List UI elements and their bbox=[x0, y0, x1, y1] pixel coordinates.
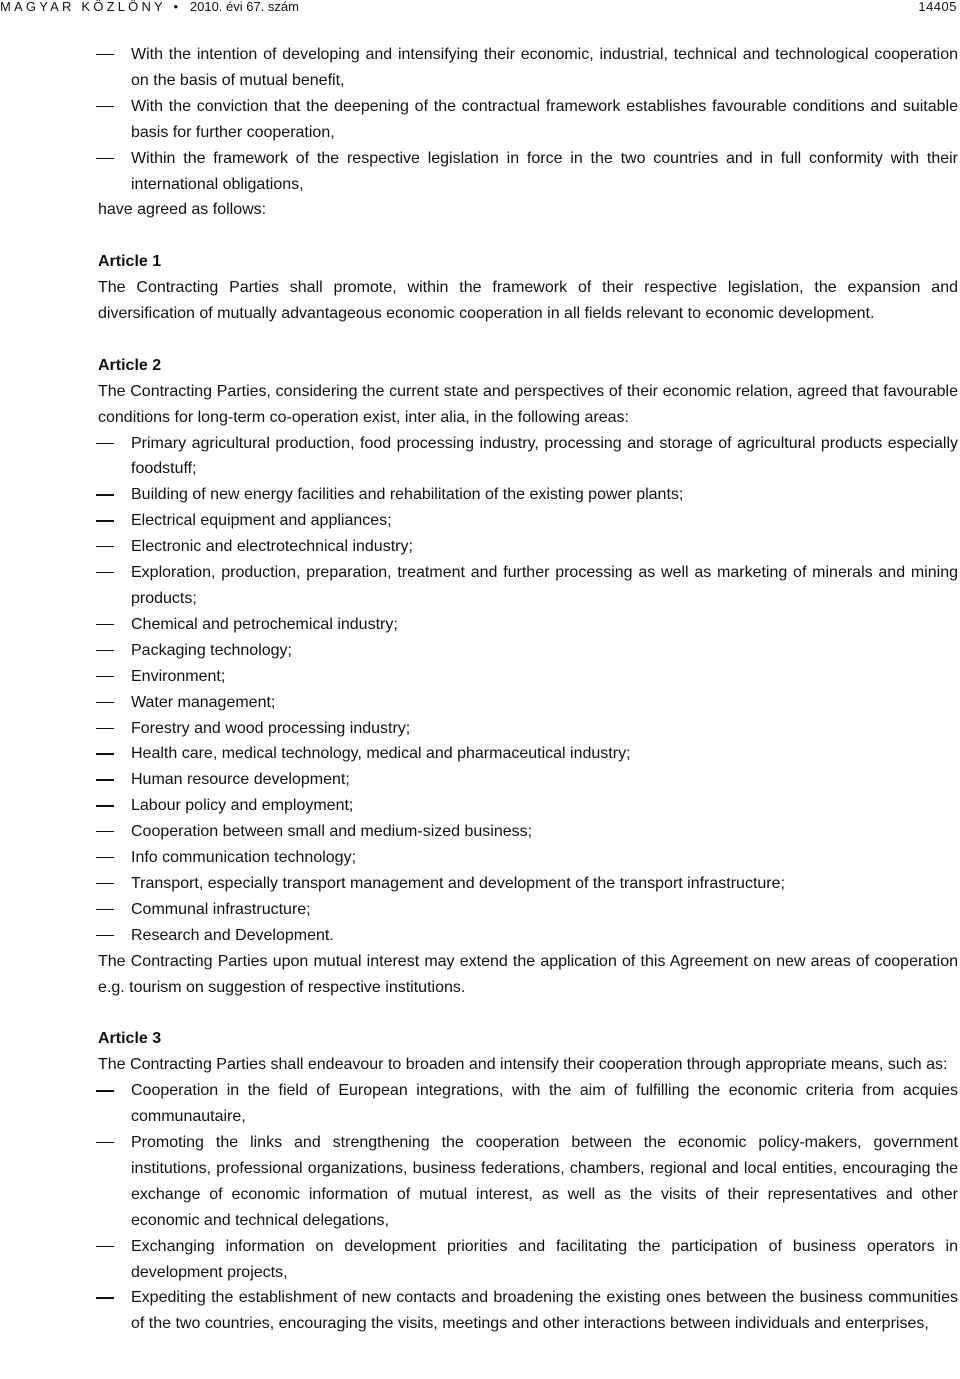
dash-marker bbox=[96, 883, 114, 884]
section-gap bbox=[98, 327, 958, 353]
list-item bbox=[98, 690, 958, 716]
list-item-text: Expediting the establishment of new contacts and broadening the existing ones between the business communities of the two countries, encouraging the visits, meetings and other interactions between individuals and enterprises, bbox=[131, 1289, 958, 1333]
list-item-text: Communal infrastructure; bbox=[131, 900, 311, 918]
list-item-text: Exploration, production, preparation, treatment and further processing as well as marketing of minerals and mining products; bbox=[131, 564, 958, 607]
dash-marker bbox=[96, 1297, 114, 1298]
section-gap bbox=[98, 223, 958, 249]
list-item-text: Forestry and wood processing industry; bbox=[131, 719, 411, 737]
list-item bbox=[98, 1130, 958, 1234]
preamble-item-text: Within the framework of the respective legislation in force in the two countries and in full conformity with their international obligations, bbox=[131, 149, 958, 193]
article-title: Article 2 bbox=[98, 356, 162, 374]
dash-marker bbox=[96, 857, 114, 858]
list-item-text: Electronic and electrotechnical industry; bbox=[131, 538, 413, 556]
list-item bbox=[98, 508, 958, 534]
list-item bbox=[98, 482, 958, 508]
dash-marker bbox=[96, 909, 114, 910]
list-item bbox=[98, 1285, 958, 1337]
list-item-text: Chemical and petrochemical industry; bbox=[131, 615, 398, 633]
list-item bbox=[98, 612, 958, 638]
article-title: Article 3 bbox=[98, 1030, 162, 1048]
dash-marker bbox=[96, 572, 114, 573]
list-item bbox=[98, 793, 958, 819]
dash-marker bbox=[96, 546, 114, 547]
list-item bbox=[98, 897, 958, 923]
dash-marker bbox=[96, 494, 114, 495]
article-text: The Contracting Parties shall promote, within the framework of their respective legislation, the expansion and diversification of mutually advantageous economic cooperation in all fields relevant to economic development. bbox=[98, 279, 958, 323]
preamble-item-text: With the conviction that the deepening of the contractual framework establishes favourable conditions and suitable basis for further cooperation, bbox=[131, 97, 958, 141]
list-item-text: Research and Development. bbox=[131, 926, 334, 944]
list-item bbox=[98, 664, 958, 690]
dash-marker bbox=[96, 443, 114, 444]
list-item-text: Water management; bbox=[131, 693, 276, 711]
list-item-text: Building of new energy facilities and rehabilitation of the existing power plants; bbox=[131, 486, 684, 504]
dash-marker bbox=[96, 728, 114, 729]
dash-marker bbox=[96, 779, 114, 780]
list-item-text: Cooperation between small and medium-sized business; bbox=[131, 823, 533, 841]
list-item-text: Packaging technology; bbox=[131, 641, 292, 659]
dash-marker bbox=[96, 106, 114, 107]
list-item bbox=[98, 716, 958, 742]
list-item-text: Electrical equipment and appliances; bbox=[131, 512, 392, 530]
list-item-text: Cooperation in the field of European integrations, with the aim of fulfilling the economic criteria from acquies communautaire, bbox=[131, 1082, 958, 1126]
bullet-separator: • bbox=[173, 0, 179, 14]
dash-marker bbox=[96, 676, 114, 677]
list-item bbox=[98, 534, 958, 560]
preamble-item bbox=[98, 42, 958, 94]
dash-marker bbox=[96, 624, 114, 625]
dash-marker bbox=[96, 158, 114, 159]
dash-marker bbox=[96, 1090, 114, 1091]
list-item bbox=[98, 845, 958, 871]
dash-marker bbox=[96, 520, 114, 521]
page-number: 14405 bbox=[918, 0, 957, 14]
running-head bbox=[0, 0, 299, 14]
list-item bbox=[98, 871, 958, 897]
article-intro: The Contracting Parties shall endeavour to broaden and intensify their cooperation through appropriate means, such as: bbox=[98, 1056, 948, 1074]
issue-label: 2010. évi 67. szám bbox=[189, 0, 299, 14]
list-item-text: Info communication technology; bbox=[131, 849, 357, 867]
dash-marker bbox=[96, 1142, 114, 1143]
preamble-item bbox=[98, 94, 958, 146]
dash-marker bbox=[96, 54, 114, 55]
list-item bbox=[98, 431, 958, 483]
preamble-item bbox=[98, 146, 958, 198]
section-gap bbox=[98, 1001, 958, 1027]
dash-marker bbox=[96, 831, 114, 832]
list-item-text: Health care, medical technology, medical and pharmaceutical industry; bbox=[131, 745, 631, 763]
publication-name: MAGYAR KÖZLÖNY bbox=[0, 0, 166, 14]
article-3 bbox=[98, 1026, 958, 1337]
dash-marker bbox=[96, 805, 114, 806]
dash-marker bbox=[96, 1246, 114, 1247]
list-item-text: Primary agricultural production, food processing industry, processing and storage of agricultural products especially foodstuff; bbox=[131, 434, 958, 478]
list-item-text: Environment; bbox=[131, 667, 226, 685]
article-closing: The Contracting Parties upon mutual interest may extend the application of this Agreement on new areas of cooperation e.g. tourism on suggestion of respective institutions. bbox=[98, 952, 958, 996]
dash-marker bbox=[96, 753, 114, 754]
list-item bbox=[98, 741, 958, 767]
preamble-closing: have agreed as follows: bbox=[98, 201, 267, 219]
list-item-text: Transport, especially transport management and development of the transport infrastructure; bbox=[131, 874, 785, 892]
list-item bbox=[98, 560, 958, 612]
article-2 bbox=[98, 353, 958, 1001]
preamble bbox=[98, 42, 958, 223]
list-item-text: Labour policy and employment; bbox=[131, 797, 354, 815]
article-intro: The Contracting Parties, considering the current state and perspectives of their economic relation, agreed that favourable conditions for long-term co-operation exist, inter alia, in the following areas: bbox=[98, 382, 958, 426]
article-1 bbox=[98, 249, 958, 327]
list-item bbox=[98, 819, 958, 845]
list-item-text: Exchanging information on development priorities and facilitating the participation of business operators in development projects, bbox=[131, 1237, 958, 1281]
article-title: Article 1 bbox=[98, 253, 162, 271]
dash-marker bbox=[96, 650, 114, 651]
dash-marker bbox=[96, 702, 114, 703]
list-item bbox=[98, 923, 958, 949]
list-item bbox=[98, 767, 958, 793]
list-item-text: Promoting the links and strengthening the cooperation between the economic policy-makers, government institutions, professional organizations, business federations, chambers, regional and local entities, encouraging the exchange of economic information of mutual interest, as well as the visits of their representatives and other economic and technical delegations, bbox=[131, 1134, 958, 1229]
list-item-text: Human resource development; bbox=[131, 771, 350, 789]
dash-marker bbox=[96, 935, 114, 936]
list-item bbox=[98, 638, 958, 664]
list-item bbox=[98, 1234, 958, 1286]
preamble-item-text: With the intention of developing and intensifying their economic, industrial, technical and technological cooperation on the basis of mutual benefit, bbox=[131, 46, 958, 89]
document-body bbox=[98, 42, 958, 1337]
page-header bbox=[0, 0, 960, 18]
list-item bbox=[98, 1078, 958, 1130]
